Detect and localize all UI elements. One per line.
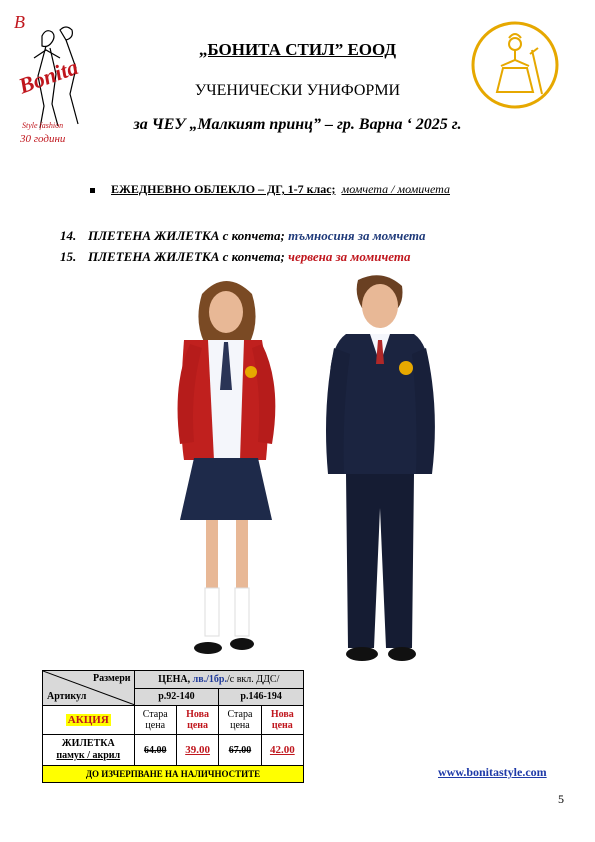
new-price-header-2: Нова цена	[261, 706, 303, 735]
girl-figure	[178, 281, 276, 654]
old-price-1: 64.00	[134, 735, 176, 766]
section-audience: момчета / момичета	[341, 182, 450, 196]
page-number: 5	[558, 792, 564, 806]
bullet-icon	[90, 188, 95, 193]
item-number: 14.	[60, 228, 77, 243]
corner-article-label: Артикул	[47, 691, 87, 702]
promo-cell	[43, 706, 135, 735]
item-text: ПЛЕТЕНА ЖИЛЕТКА с копчета;	[88, 228, 285, 243]
new-price-header-1: Нова цена	[176, 706, 218, 735]
product-name: ЖИЛЕТКА памук / акрил	[43, 735, 135, 766]
item-15	[60, 249, 411, 265]
item-variant: тъмносиня за момчета	[288, 228, 426, 243]
website-link[interactable]: www.bonitastyle.com	[438, 765, 547, 779]
section-heading	[90, 182, 450, 197]
logo-years: 30 години	[20, 133, 66, 145]
size-range-2: р.146-194	[219, 688, 304, 706]
promo-label: АКЦИЯ	[67, 714, 109, 726]
item-14	[60, 228, 426, 244]
item-number: 15.	[60, 249, 77, 264]
old-price-2: 67.00	[219, 735, 261, 766]
logo-brand: Bonita	[15, 54, 82, 99]
price-header: ЦЕНА, лв./1бр./с вкл. ДДС/	[134, 671, 303, 689]
logo-letter: B	[14, 12, 25, 32]
document-subtitle: УЧЕНИЧЕСКИ УНИФОРМИ	[194, 82, 401, 99]
old-price-header-1: Стара цена	[134, 706, 176, 735]
section-title: ЕЖЕДНЕВНО ОБЛЕКЛО – ДГ, 1-7 клас;	[111, 182, 336, 196]
new-price-1: 39.00	[176, 735, 218, 766]
product-photo	[150, 268, 450, 680]
size-range-1: р.92-140	[134, 688, 219, 706]
corner-sizes-label: Размери	[92, 673, 131, 684]
new-price-2: 42.00	[261, 735, 303, 766]
item-text: ПЛЕТЕНА ЖИЛЕТКА с копчета;	[88, 249, 285, 264]
table-corner	[43, 671, 135, 706]
boy-figure	[326, 275, 435, 661]
company-name: „БОНИТА СТИЛ” ЕООД	[198, 40, 397, 59]
old-price-header-2: Стара цена	[219, 706, 261, 735]
school-line: за ЧЕУ „Малкият принц” – гр. Варна ‘ 2025 г.	[133, 116, 462, 133]
stock-notice: ДО ИЗЧЕРПВАНЕ НА НАЛИЧНОСТИТЕ	[43, 766, 304, 783]
item-variant: червена за момичета	[288, 249, 411, 264]
logo-tagline: Style fashion	[22, 121, 64, 130]
price-table	[42, 670, 304, 783]
